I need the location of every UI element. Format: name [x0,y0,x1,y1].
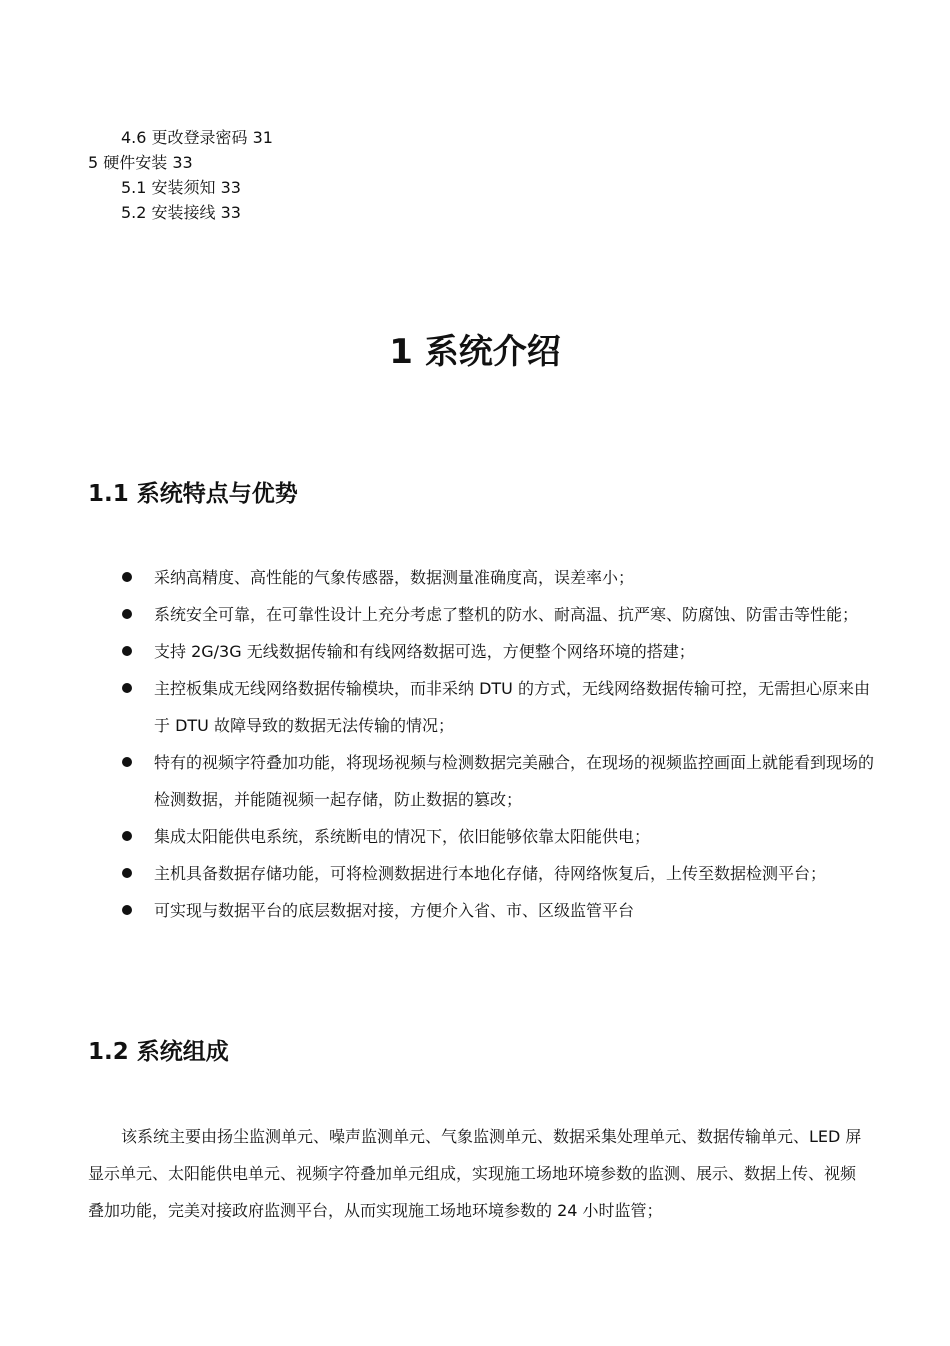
list-item [88,818,878,855]
list-item [88,744,878,818]
chapter-title: 1 系统介绍 [389,332,561,372]
toc-entry[interactable]: 5 硬件安装 33 [88,153,193,172]
list-item [88,559,878,596]
bullet-icon [122,609,132,619]
bullet-icon [122,646,132,656]
composition-paragraph: 该系统主要由扬尘监测单元、噪声监测单元、气象监测单元、数据采集处理单元、数据传输单元、LED 屏显示单元、太阳能供电单元、视频字符叠加单元组成，实现施工场地环境参数的监测、展示、数据上传、视频叠加功能，完美对接政府监测平台，从而实现施工场地环境参数的 24 小时监管； [88,1127,862,1220]
list-item [88,892,878,929]
list-item-text: 主机具备数据存储功能，可将检测数据进行本地化存储，待网络恢复后，上传至数据检测平台； [154,864,827,883]
bullet-icon [122,683,132,693]
list-item-text: 支持 2G/3G 无线数据传输和有线网络数据可选，方便整个网络环境的搭建； [154,642,695,661]
list-item-text: 主控板集成无线网络数据传输模块，而非采纳 DTU 的方式，无线网络数据传输可控，无需担心原来由于 DTU 故障导致的数据无法传输的情况； [154,679,870,735]
list-item [88,633,878,670]
list-item-text: 特有的视频字符叠加功能，将现场视频与检测数据完美融合，在现场的视频监控画面上就能看到现场的检测数据，并能随视频一起存储，防止数据的篡改； [154,753,875,809]
bullet-icon [122,572,132,582]
list-item [88,670,878,744]
list-item-text: 可实现与数据平台的底层数据对接，方便介入省、市、区级监管平台 [154,901,635,920]
table-of-contents [88,125,273,225]
bullet-icon [122,905,132,915]
list-item-text: 采纳高精度、高性能的气象传感器，数据测量准确度高，误差率小； [154,568,635,587]
bullet-icon [122,831,132,841]
toc-entry[interactable]: 4.6 更改登录密码 31 [121,128,273,147]
list-item [88,855,878,892]
toc-entry[interactable]: 5.1 安装须知 33 [121,178,241,197]
section-heading-features: 1.1 系统特点与优势 [88,481,298,507]
feature-list [88,559,878,929]
section-heading-composition: 1.2 系统组成 [88,1039,229,1065]
list-item-text: 集成太阳能供电系统，系统断电的情况下，依旧能够依靠太阳能供电； [154,827,651,846]
bullet-icon [122,757,132,767]
list-item [88,596,878,633]
list-item-text: 系统安全可靠，在可靠性设计上充分考虑了整机的防水、耐高温、抗严寒、防腐蚀、防雷击等性能； [154,605,859,624]
bullet-icon [122,868,132,878]
toc-entry[interactable]: 5.2 安装接线 33 [121,203,241,222]
